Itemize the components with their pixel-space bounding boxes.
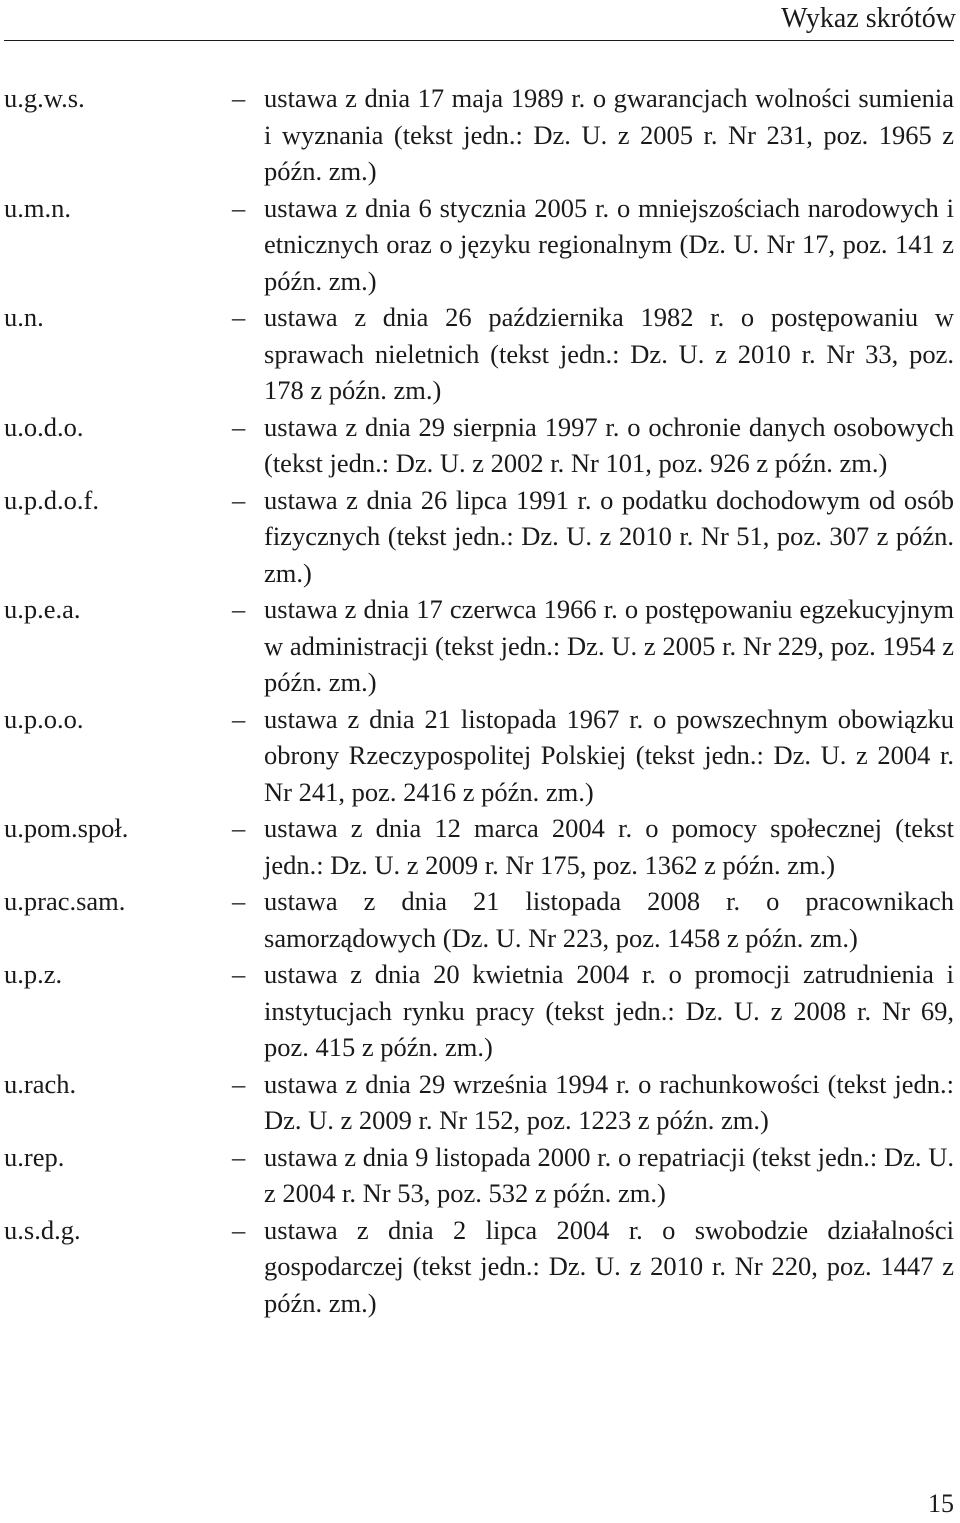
entry-dash: – [232,192,246,223]
entry-dash: – [232,813,246,843]
abbreviation: u.p.o.o. [4,703,84,734]
abbreviation-definition: ustawa z dnia 26 października 1982 r. o postępowaniu w sprawach nieletnich (tekst jedn.: Dz. U. z 2010 r. Nr 33, poz. 178 z późn. zm.) [264,302,954,405]
abbreviation: u.pom.społ. [4,813,129,843]
abbreviation-definition: ustawa z dnia 9 listopada 2000 r. o repatriacji (tekst jedn.: Dz. U. z 2004 r. Nr 53, poz. 532 z późn. zm.) [264,1141,954,1208]
abbreviation-definition: ustawa z dnia 21 listopada 1967 r. o powszechnym obowiązku obrony Rzeczypospolitej Polskiej (tekst jedn.: Dz. U. z 2004 r. Nr 241, poz. 2416 z późn. zm.) [264,703,954,807]
abbreviation-definition: ustawa z dnia 29 września 1994 r. o rachunkowości (tekst jedn.: Dz. U. z 2009 r. Nr 152, poz. 1223 z późn. zm.) [264,1068,954,1135]
abbreviation: u.o.d.o. [4,411,84,442]
abbreviation-definition: ustawa z dnia 26 lipca 1991 r. o podatku dochodowym od osób fizycznych (tekst jedn.: Dz. U. z 2010 r. Nr 51, poz. 307 z późn. zm.) [264,484,954,588]
abbreviation-entry [4,482,954,592]
entry-dash: – [232,1068,246,1099]
abbreviation: u.p.e.a. [4,594,81,624]
abbreviation-definition: ustawa z dnia 29 sierpnia 1997 r. o ochronie danych osobowych (tekst jedn.: Dz. U. z 2002 r. Nr 101, poz. 926 z późn. zm.) [264,411,954,478]
abbreviation: u.n. [4,302,44,332]
abbreviation: u.g.w.s. [4,83,85,113]
abbreviation: u.p.z. [4,959,63,989]
abbreviation-entry [4,299,954,409]
abbreviation: u.prac.sam. [4,886,126,916]
abbreviation: u.rach. [4,1068,77,1099]
header-rule [4,40,954,41]
abbreviation-definition: ustawa z dnia 21 listopada 2008 r. o pracownikach samorządowych (Dz. U. Nr 223, poz. 1458 z późn. zm.) [264,886,954,953]
entry-dash: – [232,411,246,442]
abbreviation-entry [4,883,954,956]
abbreviation-entry [4,190,954,300]
entry-dash: – [232,1214,246,1245]
abbreviation-definition: ustawa z dnia 17 czerwca 1966 r. o postępowaniu egzekucyjnym w administracji (tekst jedn.: Dz. U. z 2005 r. Nr 229, poz. 1954 z późn. zm.) [264,594,954,697]
entry-dash: – [232,1141,246,1172]
abbreviation-definition: ustawa z dnia 2 lipca 2004 r. o swobodzie działalności gospodarczej (tekst jedn.: Dz. U. z 2010 r. Nr 220, poz. 1447 z późn. zm.) [264,1214,954,1318]
entry-dash: – [232,302,246,332]
abbreviation-list [4,80,954,1321]
entry-dash: – [232,484,246,515]
abbreviation-entry [4,956,954,1066]
abbreviation-definition: ustawa z dnia 17 maja 1989 r. o gwarancjach wolności sumienia i wyznania (tekst jedn.: Dz. U. z 2005 r. Nr 231, poz. 1965 z późn. zm.) [264,83,954,186]
abbreviation-entry [4,701,954,811]
entry-dash: – [232,703,246,734]
entry-dash: – [232,83,246,113]
running-header: Wykaz skrótów [781,3,956,34]
abbreviation-entry [4,591,954,701]
abbreviation-entry [4,1066,954,1139]
abbreviation-entry [4,810,954,883]
abbreviation-entry [4,1139,954,1212]
entry-dash: – [232,886,246,916]
abbreviation-entry [4,409,954,482]
abbreviation-definition: ustawa z dnia 20 kwietnia 2004 r. o promocji zatrudnienia i instytucjach rynku pracy (tekst jedn.: Dz. U. z 2008 r. Nr 69, poz. 415 z późn. zm.) [264,959,954,1062]
page-number: 15 [928,1489,954,1518]
abbreviation-definition: ustawa z dnia 6 stycznia 2005 r. o mniejszościach narodowych i etnicznych oraz o języku regionalnym (Dz. U. Nr 17, poz. 141 z późn. zm.) [264,192,954,296]
entry-dash: – [232,594,246,624]
abbreviation: u.s.d.g. [4,1214,81,1245]
abbreviation: u.rep. [4,1141,65,1172]
abbreviation-entry [4,1212,954,1322]
entry-dash: – [232,959,246,989]
abbreviation-entry [4,80,954,190]
abbreviation: u.p.d.o.f. [4,484,99,515]
abbreviation-definition: ustawa z dnia 12 marca 2004 r. o pomocy społecznej (tekst jedn.: Dz. U. z 2009 r. Nr 175, poz. 1362 z późn. zm.) [264,813,954,880]
abbreviation: u.m.n. [4,192,71,223]
